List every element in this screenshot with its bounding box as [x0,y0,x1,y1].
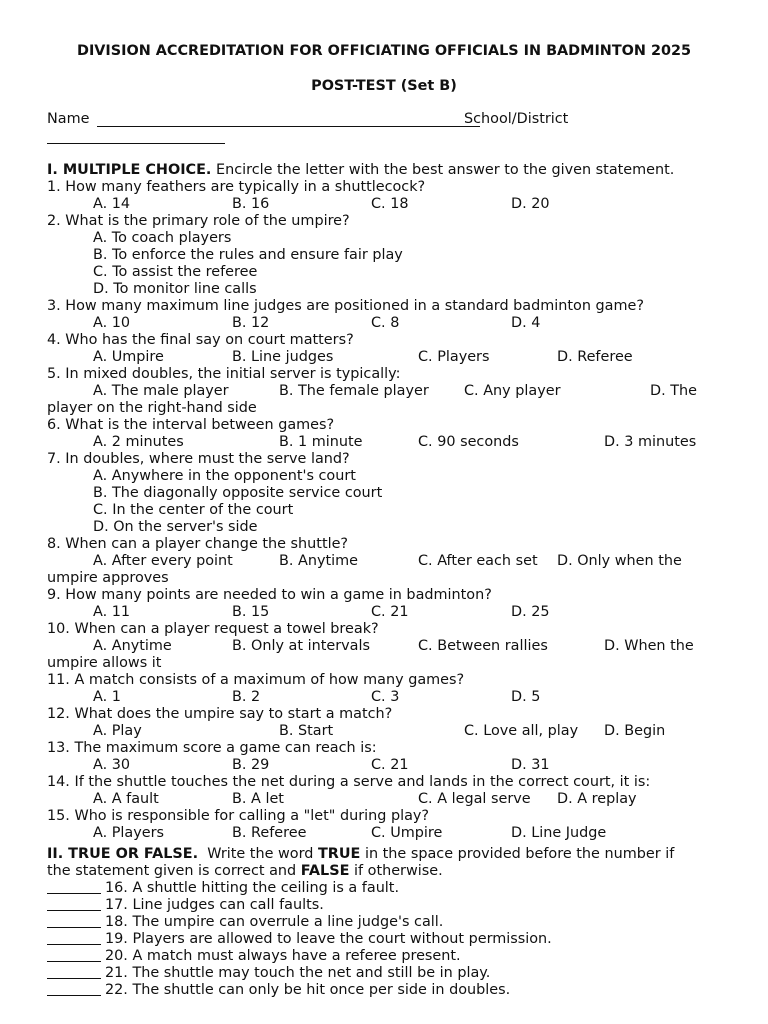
choice-11b[interactable]: B. 2 [232,689,261,705]
choices-12 [47,723,727,740]
tf-item [47,931,727,948]
choice-9b[interactable]: B. 15 [232,604,270,620]
choice-5d[interactable]: D. The [650,383,697,399]
choice-8d[interactable]: D. Only when the [557,553,682,569]
question-7: 7. In doubles, where must the serve land? [47,451,350,467]
choice-11a[interactable]: A. 1 [93,689,121,705]
section1-heading-line [47,162,727,179]
false-word: FALSE [300,863,350,879]
choice-10d-continued: umpire allows it [47,655,162,671]
choice-5b[interactable]: B. The female player [279,383,429,399]
section2-heading-line [47,846,727,863]
tf-item [47,982,727,999]
choice-6a[interactable]: A. 2 minutes [93,434,184,450]
choice-2b[interactable]: B. To enforce the rules and ensure fair play [93,247,403,263]
choice-6b[interactable]: B. 1 minute [279,434,363,450]
choice-12c[interactable]: C. Love all, play [464,723,579,739]
choice-11d[interactable]: D. 5 [511,689,541,705]
choice-3d[interactable]: D. 4 [511,315,541,331]
choices-15 [47,825,727,842]
choices-10 [47,638,727,655]
choice-15c[interactable]: C. Umpire [371,825,443,841]
choices-9 [47,604,727,621]
choice-5a[interactable]: A. The male player [93,383,229,399]
question-15: 15. Who is responsible for calling a "let" during play? [47,808,430,824]
question-9: 9. How many points are needed to win a game in badminton? [47,587,492,603]
choice-13b[interactable]: B. 29 [232,757,270,773]
question-2: 2. What is the primary role of the umpire? [47,213,350,229]
answer-blank[interactable] [47,931,101,945]
question-5: 5. In mixed doubles, the initial server is typically: [47,366,401,382]
choices-11 [47,689,727,706]
choice-3b[interactable]: B. 12 [232,315,270,331]
tf-statement: 18. The umpire can overrule a line judge's call. [105,914,444,930]
tf-statement: 20. A match must always have a referee present. [105,948,461,964]
choice-7a[interactable]: A. Anywhere in the opponent's court [93,468,356,484]
choices-1 [47,196,727,213]
choice-13c[interactable]: C. 21 [371,757,409,773]
choice-8d-continued: umpire approves [47,570,169,586]
choice-4d[interactable]: D. Referee [557,349,633,365]
choice-15a[interactable]: A. Players [93,825,165,841]
choice-3c[interactable]: C. 8 [371,315,400,331]
section2-instruction-c: the statement given is correct and [47,863,301,879]
choice-6d[interactable]: D. 3 minutes [604,434,697,450]
choice-8a[interactable]: A. After every point [93,553,233,569]
tf-statement: 16. A shuttle hitting the ceiling is a fault. [105,880,400,896]
answer-blank[interactable] [47,948,101,962]
answer-blank[interactable] [47,897,101,911]
choice-14a[interactable]: A. A fault [93,791,159,807]
choice-4c[interactable]: C. Players [418,349,490,365]
tf-item [47,914,727,931]
choice-14b[interactable]: B. A let [232,791,284,807]
section2-instruction-b: in the space provided before the number if [360,846,675,862]
choice-7c[interactable]: C. In the center of the court [93,502,294,518]
choice-1c[interactable]: C. 18 [371,196,409,212]
question-11: 11. A match consists of a maximum of how many games? [47,672,465,688]
choice-9a[interactable]: A. 11 [93,604,131,620]
question-3: 3. How many maximum line judges are positioned in a standard badminton game? [47,298,644,314]
tf-item [47,897,727,914]
choice-8c[interactable]: C. After each set [418,553,538,569]
choice-10a[interactable]: A. Anytime [93,638,172,654]
answer-blank[interactable] [47,880,101,894]
choice-9d[interactable]: D. 25 [511,604,550,620]
choice-6c[interactable]: C. 90 seconds [418,434,519,450]
name-blank[interactable] [97,126,480,127]
choice-1a[interactable]: A. 14 [93,196,131,212]
test-content [47,162,727,999]
tf-statement: 22. The shuttle can only be hit once per side in doubles. [105,982,511,998]
choice-7b[interactable]: B. The diagonally opposite service court [93,485,383,501]
choice-12b[interactable]: B. Start [279,723,334,739]
choice-10b[interactable]: B. Only at intervals [232,638,370,654]
choice-1b[interactable]: B. 16 [232,196,270,212]
school-blank[interactable] [47,143,225,144]
question-6: 6. What is the interval between games? [47,417,335,433]
section1-instruction: Encircle the letter with the best answer to the given statement. [211,162,675,178]
choice-12a[interactable]: A. Play [93,723,142,739]
choice-5d-continued: player on the right-hand side [47,400,257,416]
question-13: 13. The maximum score a game can reach is: [47,740,377,756]
school-label: School/District [464,111,569,127]
choice-15b[interactable]: B. Referee [232,825,307,841]
answer-blank[interactable] [47,982,101,996]
choice-13a[interactable]: A. 30 [93,757,131,773]
choice-1d[interactable]: D. 20 [511,196,550,212]
tf-statement: 19. Players are allowed to leave the court without permission. [105,931,552,947]
answer-blank[interactable] [47,914,101,928]
tf-item [47,948,727,965]
page-title: DIVISION ACCREDITATION FOR OFFICIATING OFFICIALS IN BADMINTON 2025 [77,43,691,59]
choice-12d[interactable]: D. Begin [604,723,666,739]
tf-item [47,880,727,897]
name-label: Name [47,111,90,127]
choice-3a[interactable]: A. 10 [93,315,131,331]
tf-statement: 21. The shuttle may touch the net and still be in play. [105,965,491,981]
choice-5c[interactable]: C. Any player [464,383,561,399]
choices-8 [47,553,727,570]
section2-heading: II. TRUE OR FALSE. [47,846,199,862]
section2-instruction-d: if otherwise. [349,863,443,879]
choice-9c[interactable]: C. 21 [371,604,409,620]
choice-2d[interactable]: D. To monitor line calls [93,281,257,297]
choice-2c[interactable]: C. To assist the referee [93,264,258,280]
choices-13 [47,757,727,774]
true-word: TRUE [317,846,361,862]
tf-statement: 17. Line judges can call faults. [105,897,324,913]
choices-3 [47,315,727,332]
page-subtitle: POST-TEST (Set B) [311,78,457,94]
answer-blank[interactable] [47,965,101,979]
choices-4 [47,349,727,366]
choices-14 [47,791,727,808]
question-12: 12. What does the umpire say to start a match? [47,706,393,722]
question-10: 10. When can a player request a towel break? [47,621,379,637]
choice-10d[interactable]: D. When the [604,638,694,654]
choice-15d[interactable]: D. Line Judge [511,825,607,841]
section2-instruction-line2 [47,863,727,880]
question-1: 1. How many feathers are typically in a shuttlecock? [47,179,426,195]
tf-item [47,965,727,982]
choice-7d[interactable]: D. On the server's side [93,519,258,535]
choice-13d[interactable]: D. 31 [511,757,550,773]
choice-4b[interactable]: B. Line judges [232,349,334,365]
choice-8b[interactable]: B. Anytime [279,553,359,569]
section1-heading: I. MULTIPLE CHOICE. [47,162,212,178]
choice-2a[interactable]: A. To coach players [93,230,232,246]
question-8: 8. When can a player change the shuttle? [47,536,349,552]
choice-4a[interactable]: A. Umpire [93,349,164,365]
choices-6 [47,434,727,451]
question-4: 4. Who has the final say on court matters? [47,332,354,348]
choice-14c[interactable]: C. A legal serve [418,791,531,807]
choice-11c[interactable]: C. 3 [371,689,400,705]
choices-5 [47,383,727,400]
question-14: 14. If the shuttle touches the net during a serve and lands in the correct court, it is: [47,774,651,790]
section2-instruction-a: Write the word [198,846,318,862]
choice-10c[interactable]: C. Between rallies [418,638,548,654]
choice-14d[interactable]: D. A replay [557,791,637,807]
